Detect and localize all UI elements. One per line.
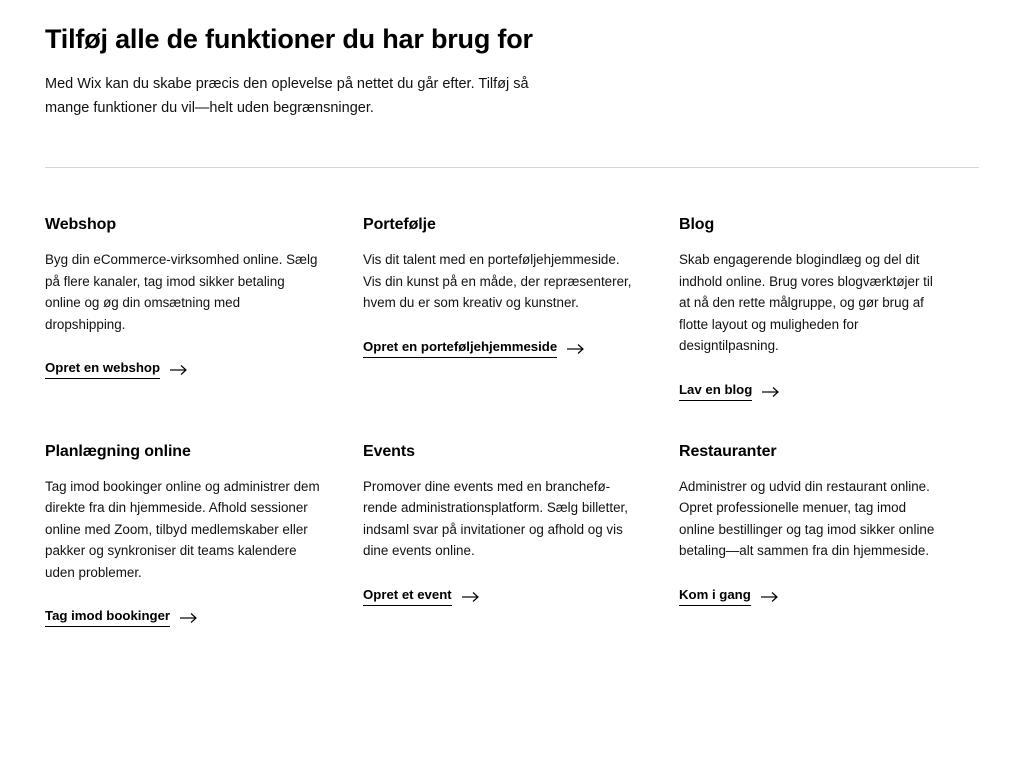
feature-card-restauranter — [679, 401, 979, 628]
cta-label: Opret et event — [363, 586, 452, 606]
card-title: Portefølje — [363, 216, 436, 233]
feature-card-events — [363, 401, 679, 628]
card-body: Vis dit talent med en porteføljehjemmeside. Vis din kunst på en måde, der repræsenterer, hvem du er som kreativ og kunstner. — [363, 252, 632, 310]
cta-link-bookinger[interactable] — [45, 607, 198, 627]
cta-link-event[interactable] — [363, 586, 480, 606]
hero-section — [45, 0, 979, 120]
card-title: Webshop — [45, 216, 117, 233]
feature-grid — [45, 214, 979, 627]
card-body: Skab engagerende blogindlæg og del dit indhold online. Brug vores blogværktøjer til at nå den rette målgruppe, og gør brug af flotte layout og muligheden for designtilpasning. — [679, 252, 933, 353]
card-title: Restauranter — [679, 442, 777, 460]
card-body: Byg din eCommerce-virksomhed online. Sælg på flere kanaler, tag imod sikker betaling online og øg din omsætning med dropshipping. — [45, 252, 318, 332]
arrow-right-icon — [462, 591, 480, 603]
cta-label: Lav en blog — [679, 381, 752, 401]
card-body: Administrer og udvid din restaurant online. Opret professionelle menuer, tag imod online bestillinger og tag imod sikker online betaling—alt sammen fra din hjemmeside. — [679, 478, 935, 558]
cta-link-webshop[interactable] — [45, 359, 188, 379]
feature-card-blog — [679, 214, 979, 401]
cta-link-kom-i-gang[interactable] — [679, 586, 779, 606]
feature-card-portefolje — [363, 214, 679, 401]
feature-card-webshop — [45, 214, 363, 401]
card-title: Planlægning online — [45, 442, 191, 460]
feature-card-planlaegning — [45, 401, 363, 628]
cta-link-blog[interactable] — [679, 381, 780, 401]
card-title: Blog — [679, 216, 715, 233]
cta-label: Opret en porteføljehjemmeside — [363, 338, 557, 358]
section-divider — [45, 167, 979, 168]
page-subtitle: Med Wix kan du skabe præcis den oplevelse på nettet du går efter. Tilføj så mange funktioner du vil—helt uden begrænsninger. — [45, 76, 529, 116]
cta-label: Opret en webshop — [45, 359, 160, 379]
cta-label: Kom i gang — [679, 586, 751, 606]
card-body: Promover dine events med en brancheførende administrationsplatform. Sælg billetter, indsaml svar på invitationer og afhold og vis dine events online. — [363, 478, 628, 558]
cta-link-portefolje[interactable] — [363, 338, 585, 358]
arrow-right-icon — [761, 591, 779, 603]
cta-label: Tag imod bookinger — [45, 607, 170, 627]
arrow-right-icon — [170, 364, 188, 376]
card-body: Tag imod bookinger online og administrer dem direkte fra din hjemmeside. Afhold sessioner online med Zoom, tilbyd medlemskaber eller pakker og synkroniser dit teams kalendere uden problemer. — [45, 478, 320, 580]
arrow-right-icon — [180, 612, 198, 624]
card-title: Events — [363, 442, 415, 460]
arrow-right-icon — [762, 386, 780, 398]
arrow-right-icon — [567, 343, 585, 355]
page-title: Tilføj alle de funktioner du har brug for — [45, 24, 533, 54]
